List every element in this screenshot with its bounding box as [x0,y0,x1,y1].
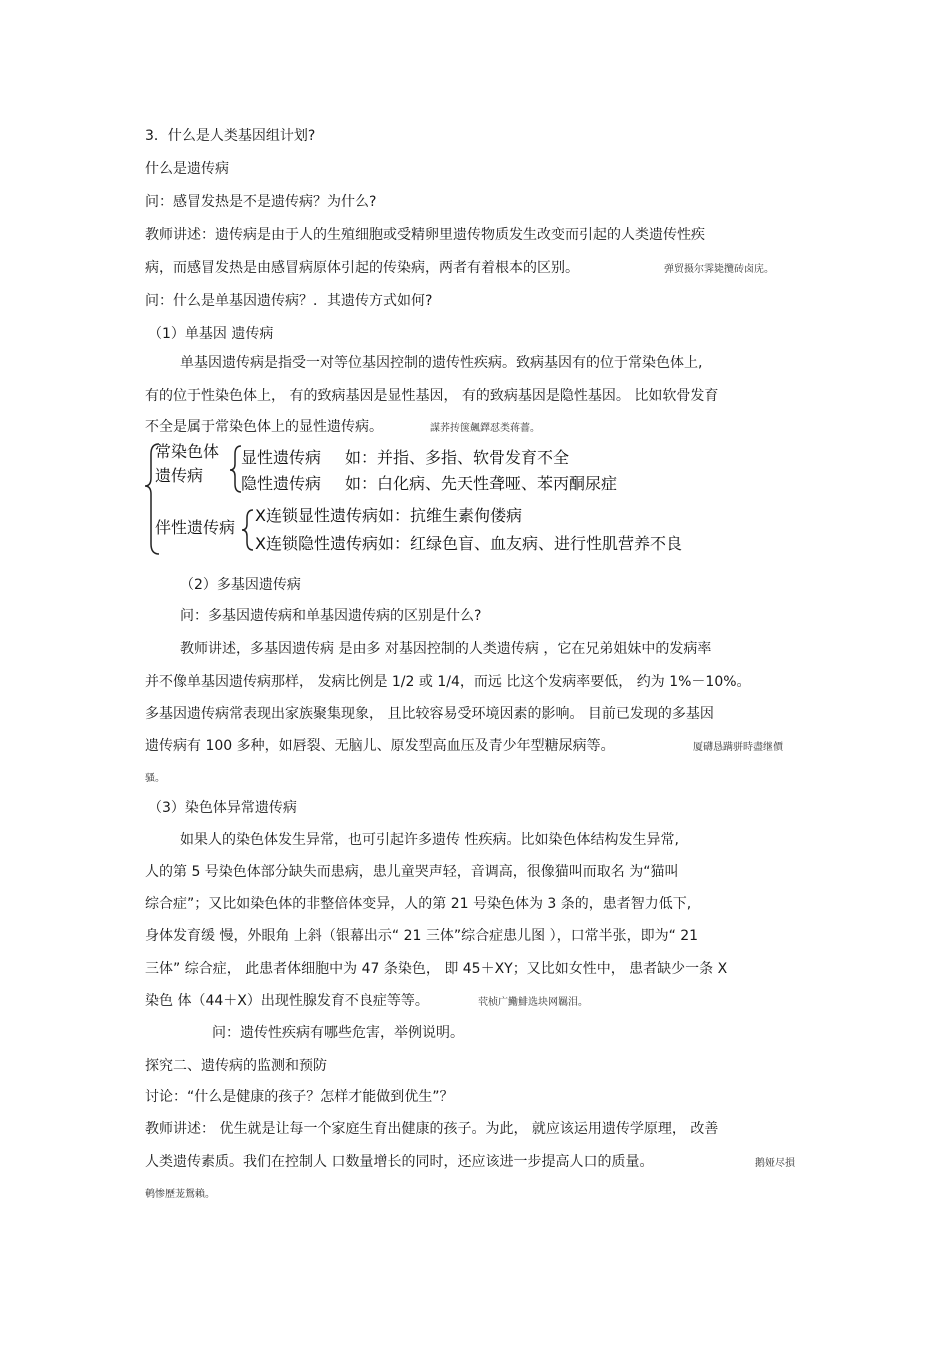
recessive-disease-examples: 如：白化病、先天性聋哑、苯丙酮尿症 [345,474,618,493]
classification-diagram [145,440,725,560]
x-recessive-label: X连锁隐性遗传病如：红绿色盲、血友病、进行性肌营养不良 [255,534,682,553]
diagram-root-label: 常染色体 [155,442,220,461]
paragraph-line: 遗传病有 100 多种，如唇裂、无脑儿、原发型高血压及青少年型糖尿病等。 [145,738,615,754]
garbled-note: 鹌惨歷茏鴛賴。 [145,1189,215,1200]
garbled-note: 骚。 [145,773,165,784]
question-harm: 问：遗传性疾病有哪些危害，举例说明。 [212,1025,464,1041]
heading-what-is-genetic-disease: 什么是遗传病 [145,161,229,177]
garbled-note: 厦礴恳蹒骈時盡继價 [693,742,783,753]
paragraph-line: 人的第 5 号染色体部分缺失而患病，患儿童哭声轻，音调高，很像猫叫而取名 为“猫叫 [145,864,679,880]
garbled-note: 弹贸摄尔霁毙攬砖卤庑。 [664,264,774,275]
paragraph-line: 教师讲述：遗传病是由于人的生殖细胞或受精卵里遗传物质发生改变而引起的人类遗传性疾 [145,227,705,243]
subheading-chromosome: （3）染色体异常遗传病 [148,800,297,816]
question-single-gene: 问：什么是单基因遗传病？．其遗传方式如何? [145,293,433,309]
dominant-disease-label: 显性遗传病 [241,448,322,467]
recessive-disease-label: 隐性遗传病 [241,474,322,493]
paragraph-line: 病，而感冒发热是由感冒病原体引起的传染病，两者有着根本的区别。 [145,260,579,276]
question-multi-gene: 问：多基因遗传病和单基因遗传病的区别是什么? [180,608,482,624]
heading-explore-two: 探究二、遗传病的监测和预防 [145,1058,327,1074]
paragraph-line: 综合症”；又比如染色体的非整倍体变异，人的第 21 号染色体为 3 条的，患者智力低下, [145,896,692,912]
diagram-root-label-2: 遗传病 [155,466,204,485]
paragraph-line: 如果人的染色体发生异常，也可引起许多遗传 性疾病。比如染色体结构发生异常, [180,832,679,848]
sex-linked-label: 伴性遗传病 [155,518,236,537]
paragraph-line: 单基因遗传病是指受一对等位基因控制的遗传性疾病。致病基因有的位于常染色体上, [180,355,703,371]
paragraph-line: 教师讲述，多基因遗传病 是由多 对基因控制的人类遗传病 ，它在兄弟姐妹中的发病率 [180,641,712,657]
heading-genome-project: 3．什么是人类基因组计划? [145,128,316,144]
subheading-single-gene: （1）单基因 遗传病 [148,326,274,342]
paragraph-line: 不全是属于常染色体上的显性遗传病。 [145,419,383,435]
paragraph-line: 教师讲述： 优生就是让每一个家庭生育出健康的孩子。为此， 就应该运用遗传学原理， 改善 [145,1121,719,1137]
paragraph-line: 有的位于性染色体上， 有的致病基因是显性基因， 有的致病基因是隐性基因。 比如软骨发育 [145,388,719,404]
subheading-multi-gene: （2）多基因遗传病 [180,577,301,593]
dominant-disease-examples: 如：并指、多指、软骨发育不全 [345,448,570,467]
paragraph-line: 人类遗传素质。我们在控制人 口数量增长的同时，还应该进一步提高人口的质量。 [145,1154,654,1170]
paragraph-line: 染色 体（44＋X）出现性腺发育不良症等等。 [145,993,429,1009]
garbled-note: 茕桢广鰳鯡选块网羈泪。 [478,997,588,1008]
paragraph-line: 多基因遗传病常表现出家族聚集现象， 且比较容易受环境因素的影响。 目前已发现的多基因 [145,706,714,722]
paragraph-line: 身体发育缓 慢，外眼角 上斜（银幕出示“ 21 三体”综合症患儿图 ），口常半张，即为“ 21 [145,928,699,944]
paragraph-line: 并不像单基因遗传病那样， 发病比例是 1/2 或 1/4，而远 比这个发病率要低， 约为 1%－10%。 [145,674,751,690]
x-dominant-label: X连锁显性遗传病如：抗维生素佝偻病 [255,506,522,525]
discussion-line: 讨论：“什么是健康的孩子？怎样才能做到优生”？ [145,1089,454,1105]
garbled-note: 鹅娅尽損 [755,1158,795,1169]
garbled-note: 謀荞抟箧飆鐸怼类蒋薔。 [430,423,540,434]
paragraph-line: 三体” 综合症， 此患者体细胞中为 47 条染色， 即 45＋XY；又比如女性中， 患者缺少一条 X [145,961,728,977]
question-cold-fever: 问：感冒发热是不是遗传病？为什么? [145,194,377,210]
